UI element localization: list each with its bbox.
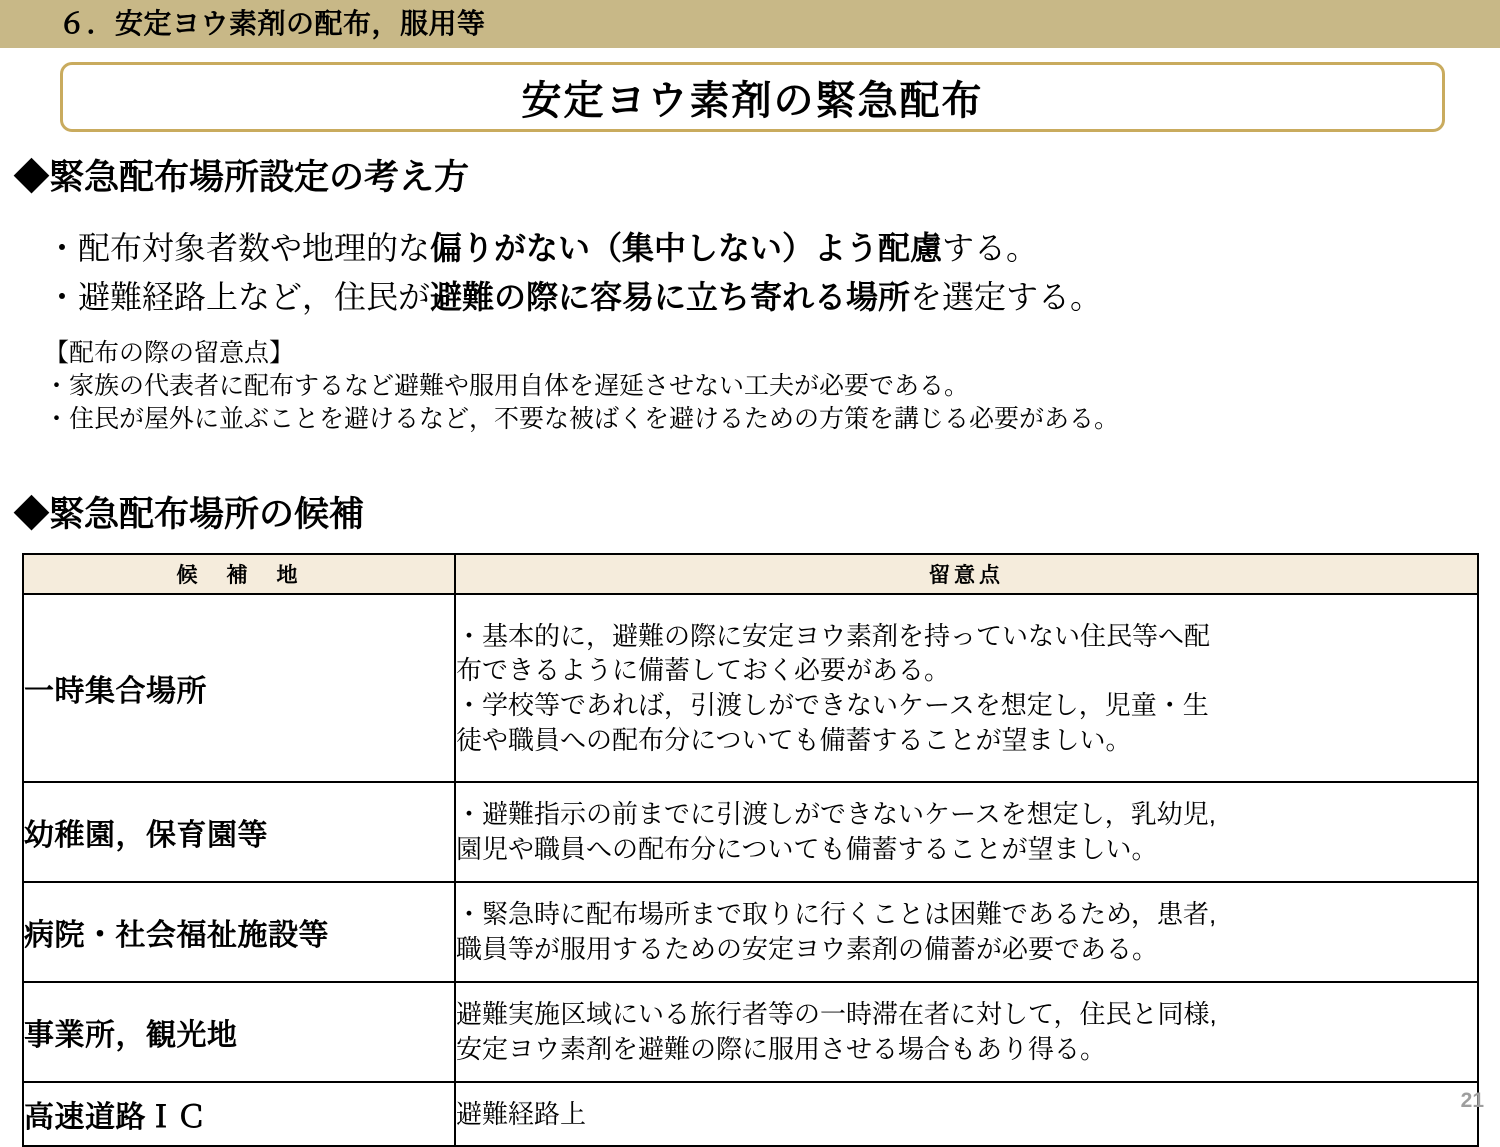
table-cell-note — [455, 882, 1478, 982]
table-cell-place: 一時集合場所 — [23, 594, 455, 782]
note-line: ・避難指示の前までに引渡しができないケースを想定し，乳幼児, — [456, 799, 1216, 830]
bullet-1-post: する。 — [942, 230, 1039, 266]
heading-distribution-concept: ◆緊急配布場所設定の考え方 — [14, 158, 470, 197]
bullet-2-post: を選定する。 — [910, 279, 1103, 315]
section-title: ６．安定ヨウ素剤の配布，服用等 — [58, 8, 486, 39]
notes-title: 【配布の際の留意点】 — [44, 339, 295, 367]
notes-block — [44, 337, 1119, 436]
table-cell-note — [455, 1082, 1478, 1146]
notes-line-1: ・家族の代表者に配布するなど避難や服用自体を遅延させない工夫が必要である。 — [44, 372, 970, 400]
bullet-item-2 — [46, 277, 1102, 319]
bullet-item-1 — [46, 228, 1038, 270]
table-cell-place: 事業所，観光地 — [23, 982, 455, 1082]
note-line: 徒や職員への配布分についても備蓄することが望ましい。 — [456, 724, 1132, 755]
note-line: 職員等が服用するための安定ヨウ素剤の備蓄が必要である。 — [456, 934, 1159, 964]
header-band — [0, 0, 1500, 48]
bullet-1-pre: ・配布対象者数や地理的な — [46, 230, 431, 266]
candidates-table-wrapper — [22, 553, 1477, 1147]
table-cell-place: 高速道路ＩＣ — [23, 1082, 455, 1146]
heading-distribution-candidates: ◆緊急配布場所の候補 — [14, 495, 365, 534]
note-line: ・学校等であれば，引渡しができないケースを想定し，児童・生 — [456, 690, 1209, 720]
table-row — [23, 982, 1478, 1082]
table-cell-note — [455, 982, 1478, 1082]
note-line: 布できるように備蓄しておく必要がある。 — [456, 655, 951, 686]
table-row — [23, 1082, 1478, 1146]
table-row — [23, 594, 1478, 782]
table-cell-note — [455, 782, 1478, 882]
note-line: 園児や職員への配布分についても備蓄することが望ましい。 — [456, 834, 1158, 864]
slide-title-box — [60, 62, 1445, 132]
notes-line-2: ・住民が屋外に並ぶことを避けるなど，不要な被ばくを避けるための方策を講じる必要がある。 — [44, 405, 1120, 433]
table-cell-place: 幼稚園，保育園等 — [23, 782, 455, 882]
table-cell-note — [455, 594, 1478, 782]
table-row — [23, 882, 1478, 982]
note-line: ・基本的に，避難の際に安定ヨウ素剤を持っていない住民等へ配 — [456, 620, 1211, 651]
page-number: 21 — [1460, 1089, 1484, 1112]
page-title: 安定ヨウ素剤の緊急配布 — [521, 78, 984, 123]
table-header-note: 留意点 — [455, 554, 1478, 594]
note-line: ・緊急時に配布場所まで取りに行くことは困難であるため，患者, — [456, 899, 1217, 930]
note-line: 避難経路上 — [456, 1098, 587, 1129]
bullet-2-pre: ・避難経路上など，住民が — [46, 279, 431, 315]
table-row — [23, 782, 1478, 882]
bullet-1-emphasis: 偏りがない（集中しない）よう配慮 — [430, 230, 943, 266]
candidates-table — [22, 553, 1479, 1147]
table-cell-place: 病院・社会福祉施設等 — [23, 882, 455, 982]
note-line: 安定ヨウ素剤を避難の際に服用させる場合もあり得る。 — [456, 1034, 1107, 1064]
table-header-row — [23, 554, 1478, 594]
note-line: 避難実施区域にいる旅行者等の一時滞在者に対して，住民と同様, — [456, 999, 1217, 1030]
bullet-2-emphasis: 避難の際に容易に立ち寄れる場所 — [430, 279, 911, 315]
table-header-place: 候 補 地 — [23, 554, 455, 594]
